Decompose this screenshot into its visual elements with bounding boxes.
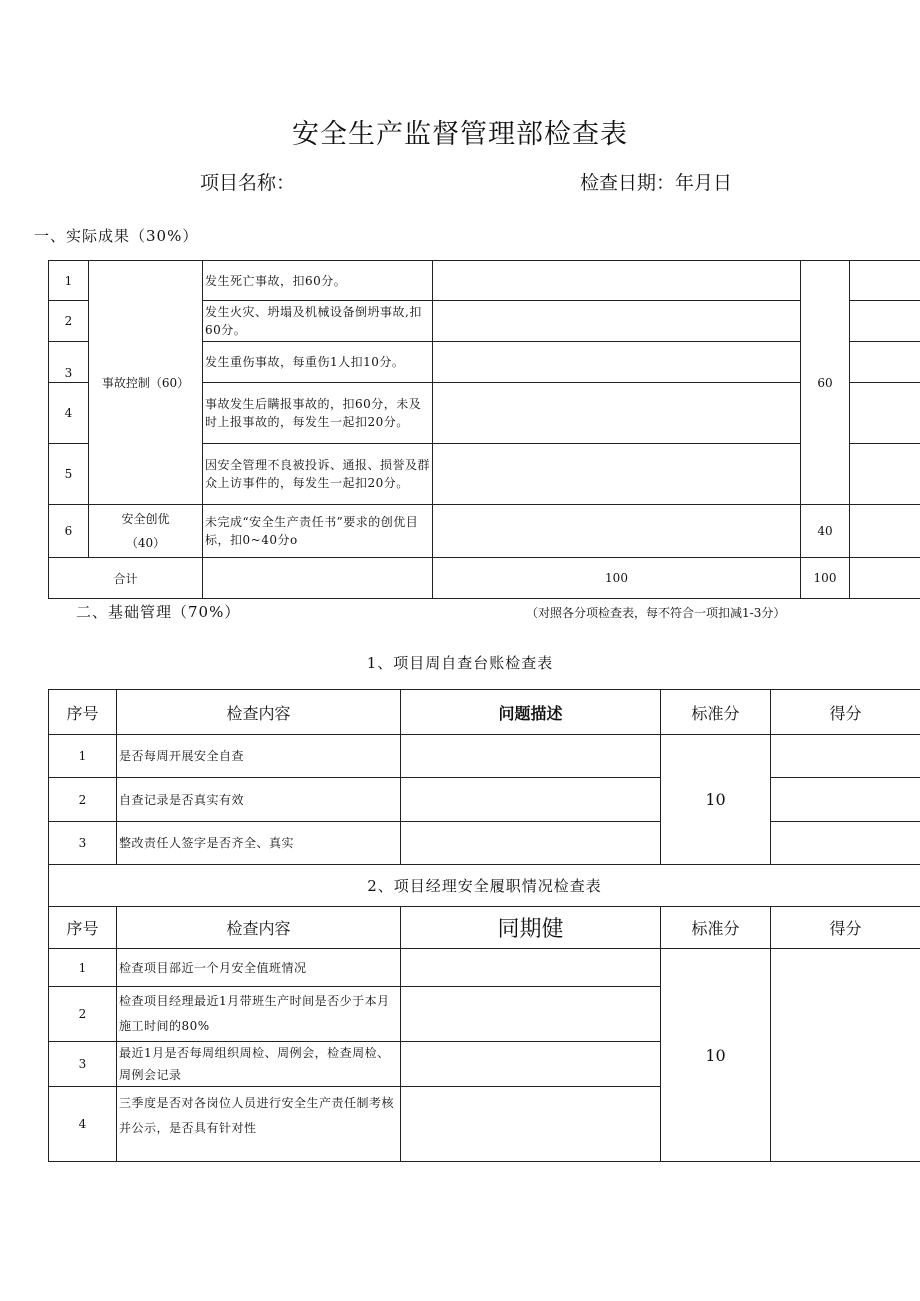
total-mid: 100 <box>433 558 801 599</box>
header-no: 序号 <box>49 907 117 949</box>
description-cell[interactable] <box>401 1087 661 1162</box>
row-number: 3 <box>49 1042 117 1087</box>
section1-heading: 一、实际成果（30%） <box>34 227 199 245</box>
check-item: 整改责任人签字是否齐全、真实 <box>117 822 401 865</box>
description-cell[interactable] <box>401 1042 661 1087</box>
standard-score: 10 <box>661 949 771 1162</box>
total-empty-cell[interactable] <box>203 558 433 599</box>
header-description: 问题描述 <box>401 690 661 735</box>
section2-heading: 二、基础管理（70%） <box>76 603 241 621</box>
check-item: 发生死亡事故，扣60分。 <box>203 261 433 301</box>
check-item: 发生重伤事故，每重伤1人扣10分。 <box>203 342 433 383</box>
row-number: 1 <box>49 261 89 301</box>
description-cell[interactable] <box>401 735 661 778</box>
check-item: 三季度是否对各岗位人员进行安全生产责任制考核并公示，是否具有针对性 <box>117 1087 401 1162</box>
score-safety: 40 <box>801 505 850 558</box>
row-number: 6 <box>49 505 89 558</box>
check-item: 发生火灾、坍塌及机械设备倒坍事故,扣60分。 <box>203 301 433 342</box>
check-item: 是否每周开展安全自查 <box>117 735 401 778</box>
header-standard: 标准分 <box>661 690 771 735</box>
score-cell[interactable] <box>771 949 920 1162</box>
check-item: 自查记录是否真实有效 <box>117 778 401 822</box>
description-cell[interactable] <box>401 987 661 1042</box>
score-cell[interactable] <box>771 822 920 865</box>
description-cell[interactable] <box>433 505 801 558</box>
description-cell[interactable] <box>433 301 801 342</box>
description-cell[interactable] <box>433 261 801 301</box>
project-name-label: 项目名称： <box>200 172 296 194</box>
basic-management-table <box>48 689 920 1162</box>
check-item: 事故发生后瞒报事故的，扣60分，未及时上报事故的，每发生一起扣20分。 <box>203 383 433 444</box>
check-item: 未完成“安全生产责任书”要求的创优目标，扣0~40分o <box>203 505 433 558</box>
header-content: 检查内容 <box>117 907 401 949</box>
total-score: 100 <box>801 558 850 599</box>
row-number: 2 <box>49 301 89 342</box>
score-cell[interactable] <box>771 778 920 822</box>
score-cell[interactable] <box>850 505 920 558</box>
total-score-cell[interactable] <box>850 558 920 599</box>
check-item: 检查项目经理最近1月带班生产时间是否少于本月施工时间的80% <box>117 987 401 1042</box>
category-safety-line2: （40） <box>125 536 166 550</box>
header-content: 检查内容 <box>117 690 401 735</box>
score-cell[interactable] <box>850 383 920 444</box>
total-label: 合计 <box>49 558 203 599</box>
description-cell[interactable] <box>433 342 801 383</box>
description-cell[interactable] <box>433 383 801 444</box>
row-number: 2 <box>49 987 117 1042</box>
header-score: 得分 <box>771 907 920 949</box>
row-number: 1 <box>49 949 117 987</box>
row-number: 2 <box>49 778 117 822</box>
header-score: 得分 <box>771 690 920 735</box>
description-cell[interactable] <box>401 822 661 865</box>
description-cell[interactable] <box>433 444 801 505</box>
score-cell[interactable] <box>850 261 920 301</box>
check-item: 因安全管理不良被投诉、通报、损誉及群众上访事件的，每发生一起扣20分。 <box>203 444 433 505</box>
row-number: 3 <box>49 822 117 865</box>
check-item: 检查项目部近一个月安全值班情况 <box>117 949 401 987</box>
table1-title: 1、项目周自查台账检查表 <box>366 654 554 672</box>
page-title: 安全生产监督管理部检查表 <box>292 119 628 150</box>
header-description: 同期健 <box>401 907 661 949</box>
check-item: 最近1月是否每周组织周检、周例会，检查周检、周例会记录 <box>117 1042 401 1087</box>
description-cell[interactable] <box>401 949 661 987</box>
score-cell[interactable] <box>850 301 920 342</box>
description-cell[interactable] <box>401 778 661 822</box>
row-number: 4 <box>49 383 89 444</box>
row-number: 1 <box>49 735 117 778</box>
standard-score: 10 <box>661 735 771 865</box>
header-no: 序号 <box>49 690 117 735</box>
table2-title: 2、项目经理安全履职情况检查表 <box>49 865 920 907</box>
row-number: 3 <box>49 342 89 383</box>
category-accident-control: 事故控制（60） <box>89 261 203 505</box>
row-number: 4 <box>49 1087 117 1162</box>
category-safety-line1: 安全创优 <box>121 512 170 526</box>
check-date-label: 检查日期：年月日 <box>580 172 733 194</box>
score-cell[interactable] <box>850 444 920 505</box>
results-table <box>48 260 920 599</box>
score-cell[interactable] <box>850 342 920 383</box>
score-cell[interactable] <box>771 735 920 778</box>
header-standard: 标准分 <box>661 907 771 949</box>
score-accident: 60 <box>801 261 850 505</box>
row-number: 5 <box>49 444 89 505</box>
section2-note: （对照各分项检查表，每不符合一项扣减1-3分） <box>526 606 786 620</box>
category-safety-excellence <box>89 505 203 558</box>
